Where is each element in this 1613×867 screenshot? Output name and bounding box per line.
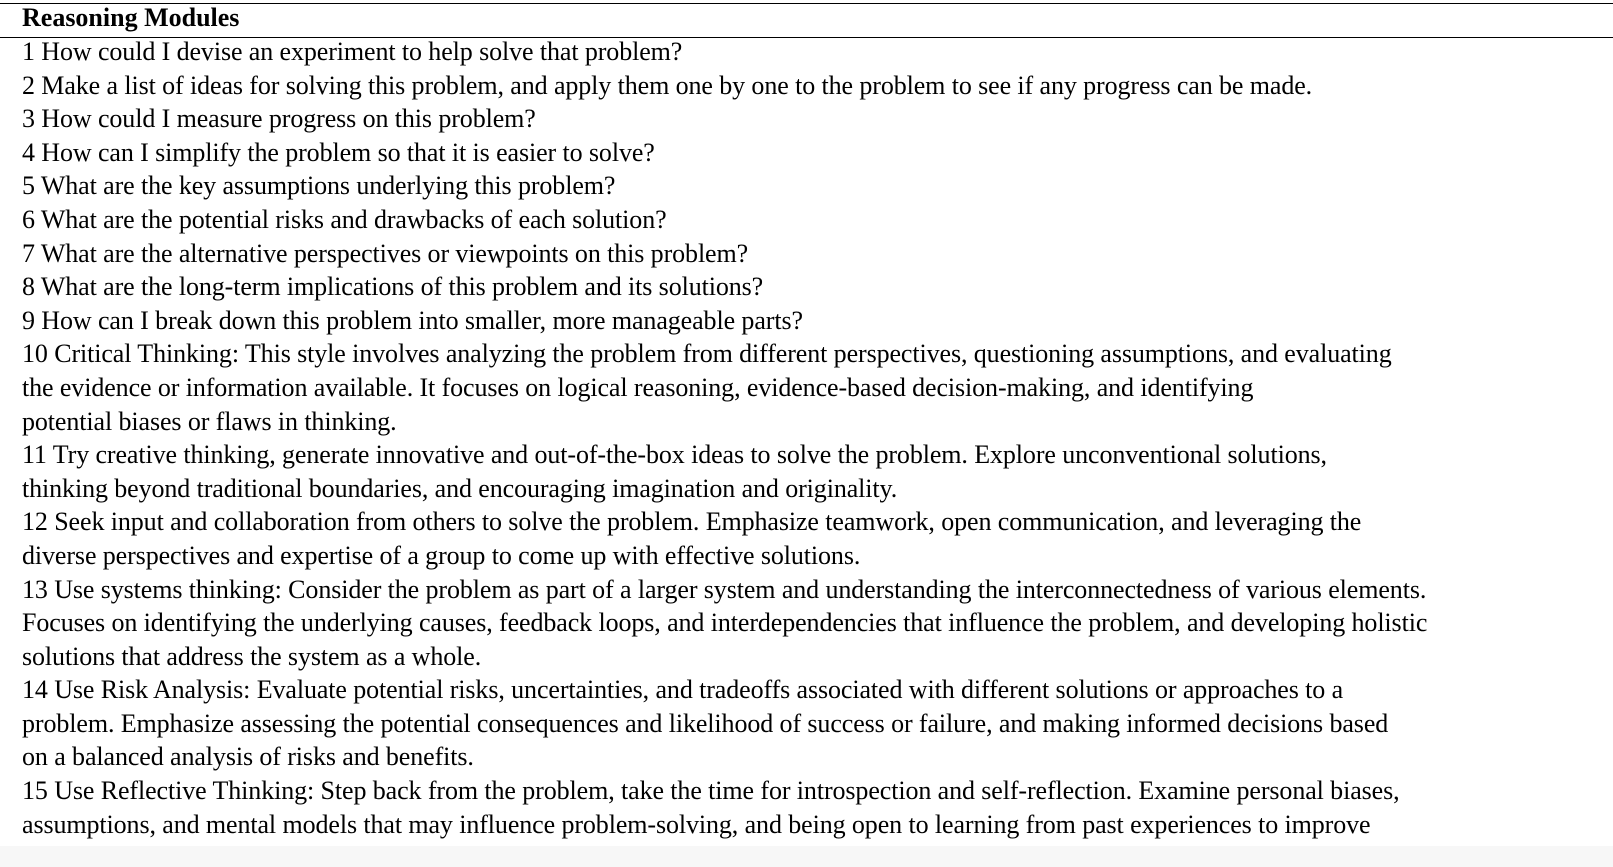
module-line: potential biases or flaws in thinking. bbox=[22, 406, 397, 436]
module-line: problem. Emphasize assessing the potential consequences and likelihood of success or failure, and making informed decisions based bbox=[22, 708, 1389, 738]
table-top-rule bbox=[0, 3, 1613, 4]
module-line: 3 How could I measure progress on this problem? bbox=[22, 104, 536, 134]
module-line: solutions that address the system as a whole. bbox=[22, 641, 482, 671]
module-line: thinking beyond traditional boundaries, and encouraging imagination and originality. bbox=[22, 473, 898, 503]
module-line: 12 Seek input and collaboration from others to solve the problem. Emphasize teamwork, open communication, and leveraging the bbox=[22, 507, 1362, 537]
module-line: Focuses on identifying the underlying causes, feedback loops, and interdependencies that influence the problem, and developing holistic bbox=[22, 608, 1428, 638]
page-bottom-edge bbox=[0, 846, 1613, 867]
module-line: 14 Use Risk Analysis: Evaluate potential risks, uncertainties, and tradeoffs associated with different solutions or approaches to a bbox=[22, 675, 1344, 705]
module-line: 8 What are the long-term implications of this problem and its solutions? bbox=[22, 272, 764, 302]
module-line: 13 Use systems thinking: Consider the problem as part of a larger system and understanding the interconnectedness of various elements. bbox=[22, 574, 1427, 604]
module-list bbox=[22, 35, 1607, 841]
table-header: Reasoning Modules bbox=[22, 3, 240, 32]
module-line: assumptions, and mental models that may influence problem-solving, and being open to learning from past experiences to improve bbox=[22, 809, 1371, 839]
module-line: diverse perspectives and expertise of a group to come up with effective solutions. bbox=[22, 540, 861, 570]
module-line: 15 Use Reflective Thinking: Step back from the problem, take the time for introspection and self-reflection. Examine personal biases, bbox=[22, 776, 1400, 806]
module-line: 2 Make a list of ideas for solving this problem, and apply them one by one to the problem to see if any progress can be made. bbox=[22, 70, 1313, 100]
module-line: the evidence or information available. It focuses on logical reasoning, evidence-based decision-making, and identifying bbox=[22, 372, 1254, 402]
module-line: 1 How could I devise an experiment to help solve that problem? bbox=[22, 37, 683, 66]
module-line: 10 Critical Thinking: This style involves analyzing the problem from different perspectives, questioning assumptions, and evaluating bbox=[22, 339, 1392, 369]
module-line: 6 What are the potential risks and drawbacks of each solution? bbox=[22, 204, 667, 234]
module-line: 9 How can I break down this problem into smaller, more manageable parts? bbox=[22, 305, 803, 335]
module-line: 11 Try creative thinking, generate innovative and out-of-the-box ideas to solve the problem. Explore unconventional solutions, bbox=[22, 440, 1327, 470]
module-line: 7 What are the alternative perspectives or viewpoints on this problem? bbox=[22, 238, 749, 268]
module-line: 4 How can I simplify the problem so that it is easier to solve? bbox=[22, 137, 655, 167]
module-line: 5 What are the key assumptions underlying this problem? bbox=[22, 171, 616, 201]
module-line: on a balanced analysis of risks and benefits. bbox=[22, 742, 474, 772]
